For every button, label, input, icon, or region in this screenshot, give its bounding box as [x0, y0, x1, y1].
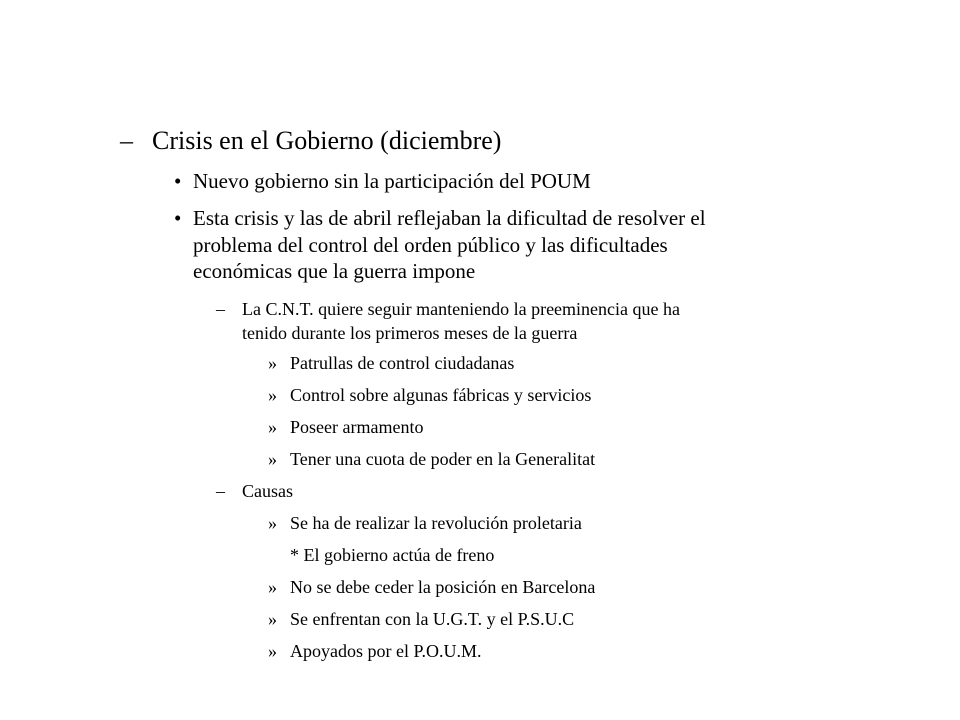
bullet-text-line: económicas que la guerra impone	[193, 259, 476, 283]
bullet-text: Nuevo gobierno sin la participación del POUM	[193, 169, 591, 193]
heading-dash-marker: –	[120, 126, 133, 155]
bullet-text-line: Esta crisis y las de abril reflejaban la dificultad de resolver el	[193, 206, 706, 230]
heading-text: Crisis en el Gobierno (diciembre)	[152, 126, 502, 155]
detail-marker: »	[268, 609, 277, 629]
detail-text: Control sobre algunas fábricas y servicios	[290, 385, 592, 405]
detail-marker: »	[268, 449, 277, 469]
detail-text: Apoyados por el P.O.U.M.	[290, 641, 482, 661]
bullet-marker: •	[174, 206, 182, 230]
detail-text: Tener una cuota de poder en la Generalitat	[290, 449, 596, 469]
bullet-marker: •	[174, 169, 182, 193]
detail-text: Se ha de realizar la revolución proletaria	[290, 513, 582, 533]
detail-marker: »	[268, 513, 277, 533]
detail-text: Patrullas de control ciudadanas	[290, 353, 515, 373]
detail-marker: »	[268, 385, 277, 405]
detail-note-text: * El gobierno actúa de freno	[290, 545, 495, 565]
bullet-text-line: problema del control del orden público y las dificultades	[193, 233, 668, 257]
sub-dash-marker: –	[216, 481, 225, 501]
detail-text: Se enfrentan con la U.G.T. y el P.S.U.C	[290, 609, 575, 629]
detail-text: No se debe ceder la posición en Barcelona	[290, 577, 596, 597]
detail-marker: »	[268, 417, 277, 437]
detail-marker: »	[268, 641, 277, 661]
sub-dash-marker: –	[216, 299, 225, 319]
detail-text: Poseer armamento	[290, 417, 424, 437]
sub-text-line: La C.N.T. quiere seguir manteniendo la preeminencia que ha	[242, 299, 680, 319]
detail-marker: »	[268, 577, 277, 597]
detail-marker: »	[268, 353, 277, 373]
sub-text-line: tenido durante los primeros meses de la guerra	[242, 323, 578, 343]
sub-text: Causas	[242, 481, 293, 501]
